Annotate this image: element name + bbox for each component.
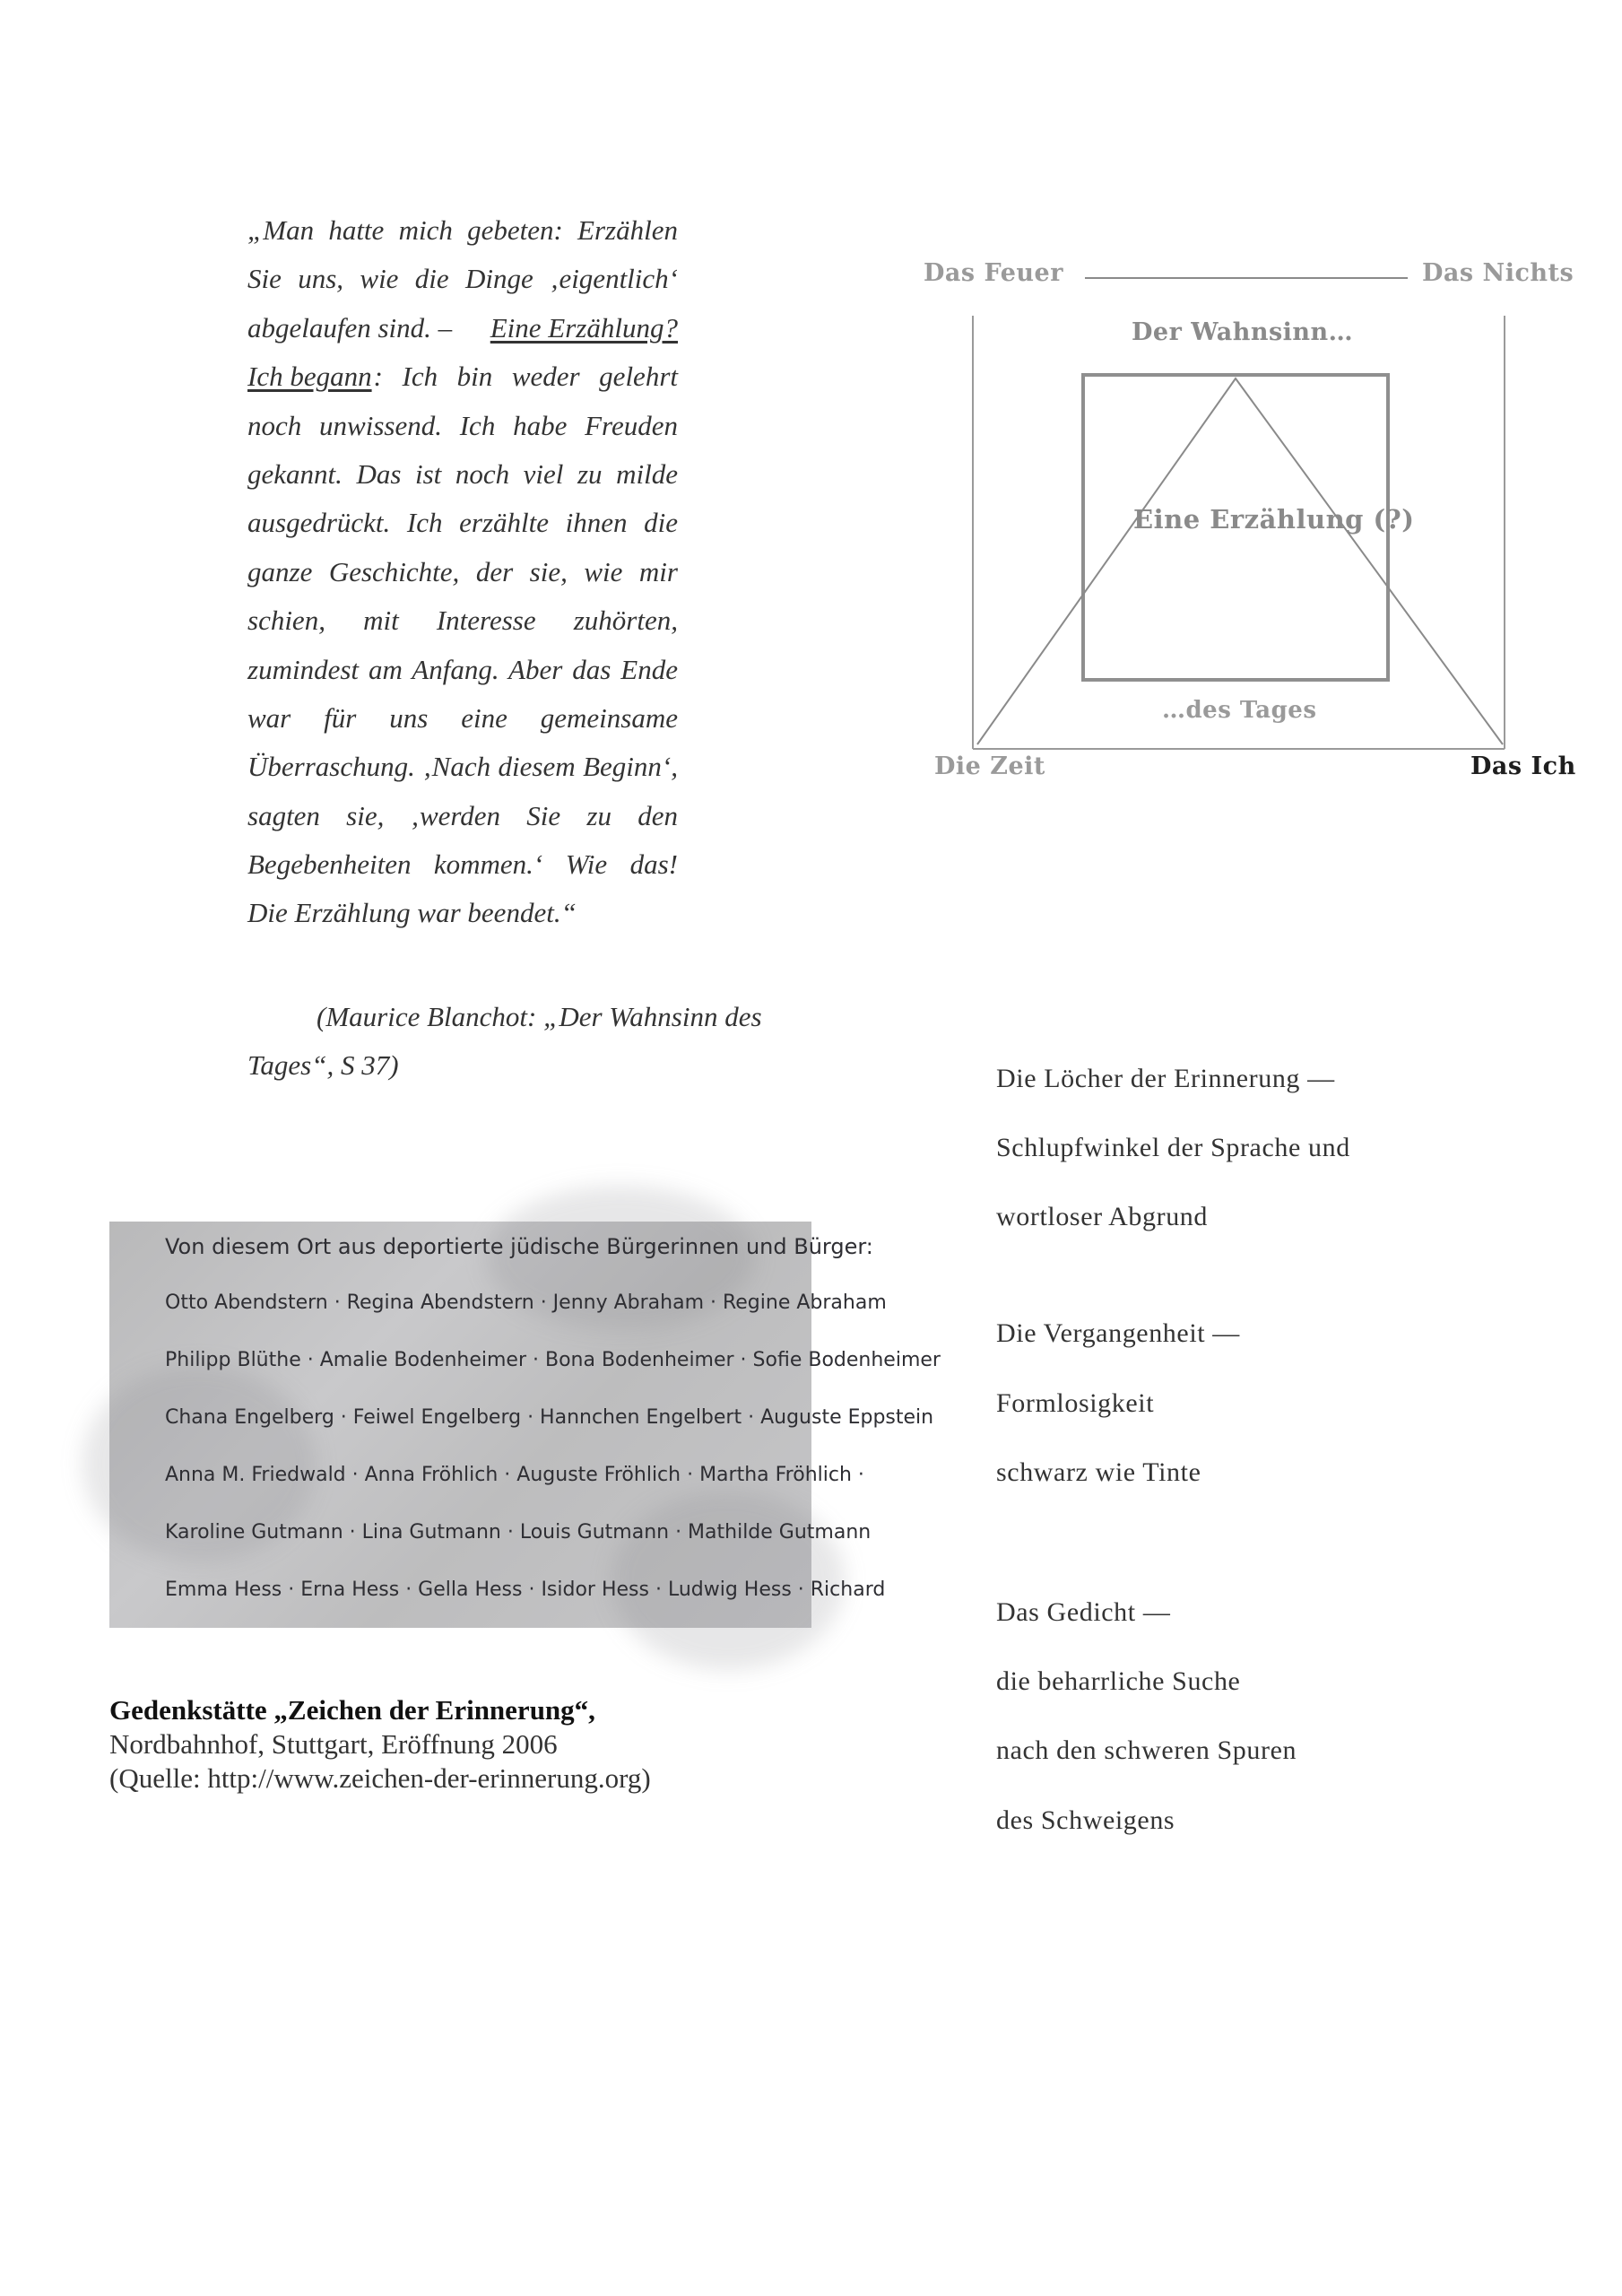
memorial-photo <box>109 1222 941 1628</box>
memorial-names-row: Chana Engelberg · Feiwel Engelberg · Hannchen Engelbert · Auguste Eppstein <box>165 1406 934 1429</box>
poem-line: die beharrliche Suche <box>996 1666 1241 1696</box>
quote-line: gekannt. Das ist noch viel zu milde <box>247 457 678 490</box>
caption-title: Gedenkstätte „Zeichen der Erinnerung“, <box>109 1694 595 1726</box>
label-der-wahnsinn: Der Wahnsinn… <box>1132 318 1354 346</box>
poem-line: schwarz wie Tinte <box>996 1457 1201 1487</box>
label-das-ich: Das Ich <box>1470 752 1576 780</box>
poem-line: wortloser Abgrund <box>996 1202 1209 1231</box>
memorial-names-row: Otto Abendstern · Regina Abendstern · Jenny Abraham · Regine Abraham <box>165 1292 887 1314</box>
quote-line: war für uns eine gemeinsame <box>247 701 678 734</box>
memorial-names-row: Anna M. Friedwald · Anna Fröhlich · Auguste Fröhlich · Martha Fröhlich · <box>165 1464 864 1486</box>
quote-line: schien, mit Interesse zuhörten, <box>247 604 678 637</box>
quote-fragment: abgelaufen sind. – <box>247 311 453 344</box>
quote-line: ganze Geschichte, der sie, wie mir <box>247 555 678 587</box>
label-das-nichts: Das Nichts <box>1422 259 1574 287</box>
blanchot-quote <box>247 206 678 938</box>
poem-line: nach den schweren Spuren <box>996 1735 1297 1765</box>
caption-source: (Quelle: http://www.zeichen-der-erinnerung.org) <box>109 1762 651 1794</box>
memorial-names-row: Karoline Gutmann · Lina Gutmann · Louis Gutmann · Mathilde Gutmann <box>165 1521 872 1544</box>
quote-line: Überraschung. ‚Nach diesem Beginn‘, <box>247 751 678 783</box>
quote-underlined-fragment: Ich begann <box>247 361 372 393</box>
quote-line: Die Erzählung war beendet.“ <box>247 897 577 929</box>
quote-line: Begebenheiten kommen.‘ Wie das! <box>247 848 678 881</box>
label-eine-erzaehlung: Eine Erzählung (?) <box>1133 504 1415 535</box>
poem-line: Schlupfwinkel der Sprache und <box>996 1133 1350 1162</box>
label-das-feuer: Das Feuer <box>924 259 1063 287</box>
quote-line: „Man hatte mich gebeten: Erzählen <box>247 214 678 246</box>
quote-line: zumindest am Anfang. Aber das Ende <box>247 653 678 685</box>
poem-line: Das Gedicht — <box>996 1597 1171 1627</box>
quote-line: sagten sie, ‚werden Sie zu den <box>247 799 678 831</box>
poem-line: des Schweigens <box>996 1805 1175 1835</box>
quote-line: Sie uns, wie die Dinge ‚eigentlich‘ <box>247 263 678 295</box>
poem-line: Die Vergangenheit — <box>996 1318 1240 1348</box>
quote-line: ausgedrückt. Ich erzählte ihnen die <box>247 507 678 539</box>
citation-line: (Maurice Blanchot: „Der Wahnsinn des <box>317 1001 762 1032</box>
quote-line: noch unwissend. Ich habe Freuden <box>247 409 678 441</box>
label-die-zeit: Die Zeit <box>934 752 1045 780</box>
quote-underlined-fragment: Eine Erzählung? <box>490 311 678 344</box>
poem-line: Formlosigkeit <box>996 1388 1155 1418</box>
quote-citation <box>247 993 785 1090</box>
quote-line <box>247 352 678 401</box>
quote-line <box>247 304 678 352</box>
triangle <box>977 378 1503 744</box>
memorial-names-row: Emma Hess · Erna Hess · Gella Hess · Isidor Hess · Ludwig Hess · Richard <box>165 1578 886 1601</box>
citation-line: Tages“, S 37) <box>247 1049 399 1081</box>
label-des-tages: …des Tages <box>1162 697 1317 724</box>
quote-fragment: : Ich bin weder gelehrt <box>373 361 678 393</box>
concept-diagram <box>924 251 1587 807</box>
caption-line: Nordbahnhof, Stuttgart, Eröffnung 2006 <box>109 1728 558 1760</box>
memorial-heading: Von diesem Ort aus deportierte jüdische Bürgerinnen und Bürger: <box>165 1234 873 1259</box>
memorial-names-row: Philipp Blüthe · Amalie Bodenheimer · Bona Bodenheimer · Sofie Bodenheimer <box>165 1349 941 1371</box>
poem-line: Die Löcher der Erinnerung — <box>996 1064 1335 1093</box>
photo-caption <box>109 1693 791 1796</box>
